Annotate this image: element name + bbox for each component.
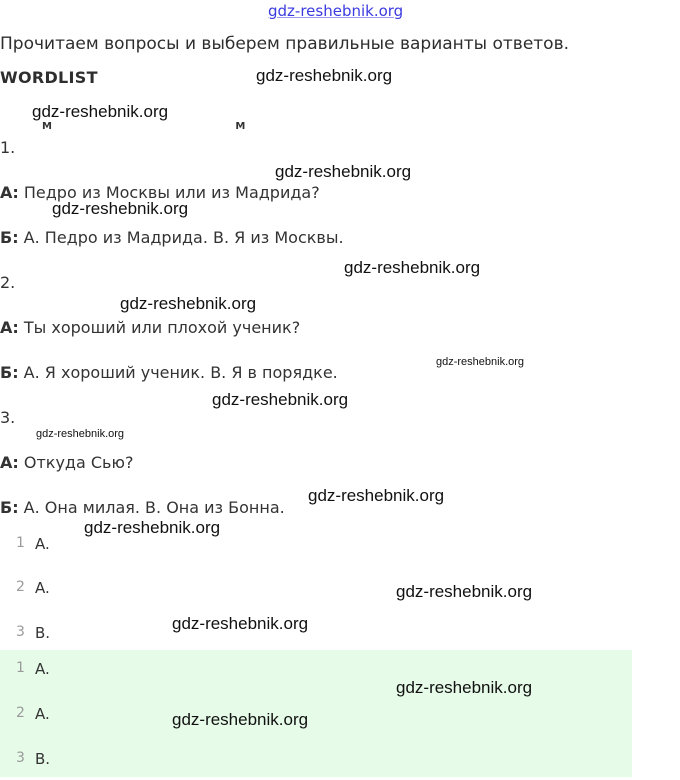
watermark: gdz-reshebnik.org bbox=[172, 614, 309, 633]
answer-number: 1 bbox=[16, 535, 25, 551]
options-text: А. Она милая. В. Она из Бонна. bbox=[18, 498, 285, 517]
speaker-label: Б: bbox=[0, 228, 19, 247]
question-line-a bbox=[0, 318, 300, 337]
speaker-label: Б: bbox=[0, 363, 19, 382]
watermark: gdz-reshebnik.org bbox=[120, 294, 257, 313]
options-text: А. Я хороший ученик. В. Я в порядке. bbox=[18, 363, 338, 382]
answers-list bbox=[0, 522, 632, 652]
question-line-b bbox=[0, 363, 338, 382]
watermark: gdz-reshebnik.org bbox=[212, 390, 349, 409]
watermark-top-link[interactable]: gdz-reshebnik.org bbox=[268, 2, 404, 20]
answer-number: 3 bbox=[16, 624, 25, 640]
watermark: gdz-reshebnik.org bbox=[36, 428, 125, 440]
answer-number: 3 bbox=[16, 750, 25, 766]
answer-value: A. bbox=[35, 660, 50, 678]
watermark: gdz-reshebnik.org bbox=[52, 199, 189, 218]
watermark: gdz-reshebnik.org bbox=[344, 258, 481, 277]
question-text: Педро из Москвы или из Мадрида? bbox=[18, 183, 320, 202]
watermark: gdz-reshebnik.org bbox=[275, 162, 412, 181]
watermark: gdz-reshebnik.org bbox=[396, 582, 533, 601]
answer-number: 2 bbox=[16, 579, 25, 595]
question-text: Ты хороший или плохой ученик? bbox=[18, 318, 301, 337]
question-line-b bbox=[0, 228, 344, 247]
question-number: 1. bbox=[0, 138, 16, 157]
answer-number: 1 bbox=[16, 660, 25, 676]
watermark: gdz-reshebnik.org bbox=[396, 678, 533, 697]
answer-number: 2 bbox=[16, 705, 25, 721]
speaker-label: Б: bbox=[0, 498, 19, 517]
options-text: А. Педро из Мадрида. В. Я из Москвы. bbox=[18, 228, 344, 247]
question-text: Откуда Сью? bbox=[18, 453, 134, 472]
answer-value: A. bbox=[35, 535, 50, 553]
watermark: gdz-reshebnik.org bbox=[172, 710, 309, 729]
watermark: gdz-reshebnik.org bbox=[436, 356, 525, 368]
answer-value: A. bbox=[35, 579, 50, 597]
speaker-label: А: bbox=[0, 318, 19, 337]
question-number: 2. bbox=[0, 273, 16, 292]
watermark: gdz-reshebnik.org bbox=[84, 518, 221, 537]
watermark: gdz-reshebnik.org bbox=[308, 486, 445, 505]
watermark: gdz-reshebnik.org bbox=[256, 66, 393, 85]
watermark: gdz-reshebnik.org bbox=[32, 102, 169, 121]
question-line-b bbox=[0, 498, 285, 517]
wordlist-heading: WORDLIST bbox=[0, 68, 98, 87]
intro-text: Прочитаем вопросы и выберем правильные варианты ответов. bbox=[0, 34, 570, 54]
speaker-label: А: bbox=[0, 453, 19, 472]
speaker-label: А: bbox=[0, 183, 19, 202]
answers-highlighted-list bbox=[0, 650, 632, 777]
clipped-glyphs: M M bbox=[42, 121, 336, 132]
question-number: 3. bbox=[0, 408, 16, 427]
question-line-a bbox=[0, 453, 133, 472]
answer-value: A. bbox=[35, 705, 50, 723]
answer-value: B. bbox=[35, 750, 51, 768]
answer-value: B. bbox=[35, 624, 51, 642]
